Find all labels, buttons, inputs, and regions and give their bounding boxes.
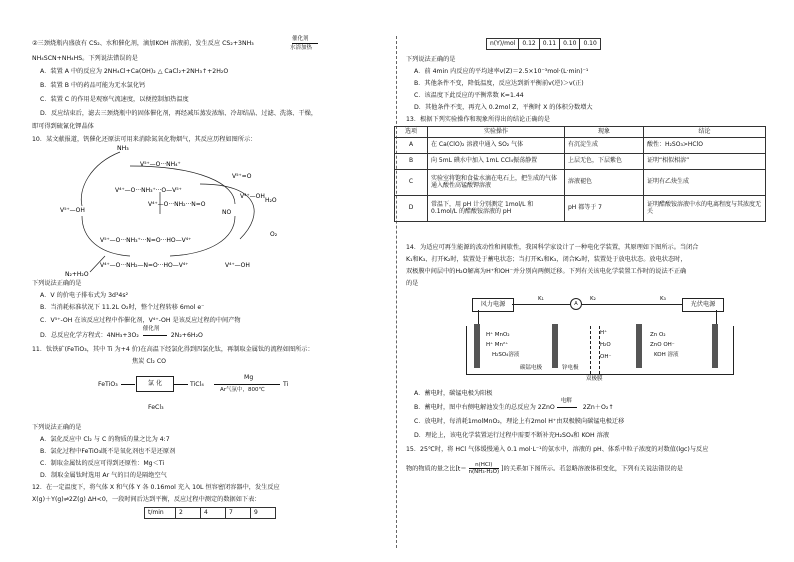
q10-option-d: D．总反应化学方程式：4NH₃+3O₂ 催化剂 2N₂+6H₂O xyxy=(40,326,203,339)
q11-option-a: A．氯化反应中 Cl₂ 与 C 的物质的量之比为 4:7 xyxy=(40,436,170,443)
diag-label-h: V⁴⁺—O···NH₂—N=O···HO—V⁴⁺ xyxy=(100,262,189,269)
diag-label-c: V⁵⁺=O xyxy=(232,173,252,180)
q13-cell: C xyxy=(395,169,428,195)
q12-ny-cell: 0.11 xyxy=(539,39,559,50)
q14-stem-4: 的是 xyxy=(406,280,419,287)
q12-time-cell: 9 xyxy=(251,508,276,519)
zinc-electrode-left xyxy=(552,324,558,368)
q9-option-d-line2: 即可得到硫氰化钾晶体 xyxy=(32,123,94,130)
q9-option-a: A．装置 A 中的反应为 2NH₄Cl+Ca(OH)₂ △ CaCl₂+2NH₃↑+2H₂O xyxy=(40,68,229,75)
q13-cell: 溶液褪色 xyxy=(565,169,644,195)
q9-intro: ②三颈烧瓶内盛放有 CS₂、水和催化剂，滴加KOH 溶液前，发生反应 CS₂+3NH₃ xyxy=(32,40,254,47)
q13-cell: 常温下，用 pH 计分别测定 1mol/L 和 0.1mol/L 的醋酸铵溶液的 pH xyxy=(428,195,565,221)
switch-k2: K₂ xyxy=(590,296,596,302)
diag-label-f: V⁴⁺—OH xyxy=(240,193,265,200)
diag-label-a: V⁵⁺—O···NH₄⁺ xyxy=(140,161,181,168)
switch-k3: K₃ xyxy=(660,296,666,302)
q14-stem-2: K₁和K₃、打开K₂时，装置处于蓄电状态；当打开K₁和K₃，闭合K₂时，装置处于放电状态。放电状态时， xyxy=(406,256,687,263)
right-solution-name: KOH 溶液 xyxy=(654,352,679,358)
q13-cell: 有沉淀生成 xyxy=(565,137,644,153)
top-wire xyxy=(512,304,682,305)
q10-sub: 下列说法正确的是 xyxy=(32,280,82,287)
diag-label-d: V⁵⁺—OH xyxy=(60,207,85,214)
q12-table-time xyxy=(144,507,276,519)
diag-o2: O₂ xyxy=(270,231,278,238)
q13-stem: 13．根据下列实验操作和现象所得出的结论正确的是 xyxy=(406,116,550,123)
q15-stem-2: 物的物质的量之比[t＝ n(HCl) n(NH₃·H₂O) ]的关系如下图所示。若忽略溶液体积变化，下列有关说法错误的是 xyxy=(406,462,683,476)
q13-header: 选项 xyxy=(395,127,428,138)
flow-ticl4: TiCl₄ xyxy=(190,381,204,388)
flow-fecl3: FeCl₃ xyxy=(148,404,164,411)
label-zinc-electrode: 锌电极 xyxy=(562,365,579,371)
q13-cell: 证明“相似相溶” xyxy=(644,153,766,169)
membrane-h2o: H₂O xyxy=(600,342,611,348)
flow-ti: Ti xyxy=(283,381,289,388)
q13-cell: 在 Ca(ClO)₂ 溶液中通入 SO₂ 气体 xyxy=(428,137,565,153)
flow-condition: Ar气氛中，800℃ xyxy=(220,387,265,393)
q9-cond-top: 催化剂 xyxy=(292,36,309,42)
q10-option-a: A．V 的价电子排布式为 3d³4s² xyxy=(40,292,129,299)
diag-n2h2o: N₂+H₂O xyxy=(65,271,89,276)
reaction-mechanism-diagram xyxy=(60,144,300,276)
q13-cell: B xyxy=(395,153,428,169)
q13-header: 结论 xyxy=(644,127,766,138)
left-solution-name: H₂SO₄溶液 xyxy=(492,352,520,358)
wind-power-source: 风力电源 xyxy=(472,298,514,312)
q12-time-cell: 2 xyxy=(176,508,201,519)
flow-arrow-3 xyxy=(214,384,280,385)
q12-ny-cell: 0.12 xyxy=(519,39,539,50)
q14-option-b: B．蓄电时，图中右侧电解池发生的总反应为 2ZnO 电解 2Zn＋O₂↑ xyxy=(414,398,614,411)
q11-option-c: C．制取金属钛的反应可得到还原性：Mg＜Ti xyxy=(40,460,165,467)
q13-cell: 证明有乙炔生成 xyxy=(644,169,766,195)
q12-table-ny xyxy=(486,38,601,50)
q9-option-d-line1: D．反应结束后，滤去三颈烧瓶中的固体催化剂，再经减压蒸发浓缩、冷却结晶、过滤、洗涤、干燥， xyxy=(40,110,318,117)
label-bipolar-membrane: 双极膜 xyxy=(586,376,603,382)
q12-option-c: C．该温度下此反应的平衡常数 K=1.44 xyxy=(414,92,524,99)
q13-cell: A xyxy=(395,137,428,153)
q12-ny-cell: 0.10 xyxy=(580,39,600,50)
membrane-h-plus: H⁺ xyxy=(600,330,608,336)
q9-arrow xyxy=(292,43,318,44)
q11-sub: 下列说法正确的是 xyxy=(32,424,82,431)
right-solution-line2: ZnO OH⁻ xyxy=(650,342,675,348)
flow-reagents: 焦炭 Cl₂ CO xyxy=(132,358,167,365)
q9-option-c: C．装置 C 的作用是观察气流速度，以便控制加热温度 xyxy=(40,96,189,103)
q10-stem: 10．某文献报道，钒催化还原法可用来消除氮氧化物烟气，其反应历程如图所示： xyxy=(32,136,257,143)
q12-time-label: t/min xyxy=(145,508,176,519)
diag-nh3: NH₃ xyxy=(117,145,129,152)
q12-sub: 下列说法正确的是 xyxy=(406,56,456,63)
q12-time-cell: 4 xyxy=(201,508,226,519)
q11-stem: 11．钛铁矿(FeTiO₃，其中 Ti 为+4 价)在高温下经氯化得到四氯化钛，再制取金属钛的流程如图所示： xyxy=(32,346,314,353)
q11-option-b: B．氯化过程中FeTiO₃既不是氧化剂也不是还原剂 xyxy=(40,448,176,455)
diag-label-e: V⁴⁺—O···NH₂···N=O xyxy=(148,201,206,208)
q13-cell: 实验室将饱和食盐水滴在电石上，把生成的气体通入酸性高锰酸钾溶液 xyxy=(428,169,565,195)
right-electrode xyxy=(712,324,718,368)
q9-eq-cont: NH₄SCN+NH₄HS。下列说法错误的是 xyxy=(32,55,138,62)
q10-option-b: B．当消耗标准状况下 11.2L O₂时，整个过程转移 6mol e⁻ xyxy=(40,304,205,311)
q12-stem-2: X(g)＋Y(g)⇌2Z(g) ΔH<0，一段时间后达到平衡，反应过程中测定的数据如下表： xyxy=(32,496,261,503)
flow-fetio3: FeTiO₃ xyxy=(98,381,118,388)
column-divider xyxy=(396,36,397,548)
q12-ny-label: n(Y)/mol xyxy=(487,39,519,50)
q13-header: 实验操作 xyxy=(428,127,565,138)
flow-arrow-1 xyxy=(121,384,135,385)
label-carbon-manganese: 碳锰电极 xyxy=(520,365,543,371)
q13-cell: 向 5mL 碘水中加入 1mL CCl₄振荡静置 xyxy=(428,153,565,169)
zinc-electrode-right xyxy=(636,324,642,368)
q12-stem-1: 12．在一定温度下，将气体 X 和气体 Y 各 0.16mol 充入 10L 恒容密闭容器中，发生反应 xyxy=(32,484,280,491)
q13-cell: D xyxy=(395,195,428,221)
q14-stem-1: 14．为适应可再生能源的波动性和间歇性，我国科学家设计了一种电化学装置，其原理如下图所示。当闭合 xyxy=(406,244,699,251)
q14-option-a: A．蓄电时，碳锰电极为阳极 xyxy=(414,390,493,397)
left-solution-line1: H⁺ MnO₂ xyxy=(486,332,510,338)
q13-cell: 上层无色，下层紫色 xyxy=(565,153,644,169)
q12-time-cell: 7 xyxy=(226,508,251,519)
diag-label-g: V⁵⁺—O···NH₃⁺···N=O···HO—V⁴⁺ xyxy=(100,237,192,244)
left-solution-line2: H⁺ Mn²⁺ xyxy=(486,342,509,348)
q14-stem-3: 双极膜中间层中的H₂O解离为H⁺和OH⁻并分别向两侧迁移。下列有关该电化学装置工作时的说法不正确 xyxy=(406,268,687,275)
bipolar-membrane xyxy=(590,326,600,374)
carbon-manganese-electrode xyxy=(474,324,480,368)
diag-no: NO xyxy=(222,209,232,216)
q13-cell: pH 都等于 7 xyxy=(565,195,644,221)
flow-chlorination-box: 氯 化 xyxy=(136,376,174,392)
membrane-oh-minus: OH⁻ xyxy=(600,354,612,360)
ammeter-icon: A xyxy=(570,298,582,310)
q14-option-d: D．理论上，该电化学装置运行过程中需要不断补充H₂SO₄和 KOH 溶液 xyxy=(414,432,610,439)
q12-option-b: B．其他条件不变，降低温度，反应达到新平衡前v(逆)＞v(正) xyxy=(414,80,584,87)
q12-option-d: D．其他条件不变，再充入 0.2mol Z，平衡时 X 的体积分数增大 xyxy=(414,104,593,111)
q12-ny-cell: 0.10 xyxy=(560,39,580,50)
q9-cond-bottom: 水浴加热 xyxy=(290,45,313,51)
diag-label-b: V⁴⁺—O···NH₃⁺···O—V⁵⁺ xyxy=(115,187,182,194)
flow-mg: Mg xyxy=(244,374,254,381)
switch-k1: K₁ xyxy=(538,296,544,302)
diag-h2o: H₂O xyxy=(265,197,277,204)
solar-power-source: 光伏电源 xyxy=(682,298,724,312)
q15-stem-1: 15．25℃时，将 HCl 气体缓慢通入 0.1 mol·L⁻¹的氨水中，溶液的 pH、体系中粒子浓度的对数值(lgc)与反应 xyxy=(406,446,709,453)
q13-header: 现象 xyxy=(565,127,644,138)
q10-option-c: C．V⁵⁺-OH 在该反应过程中作催化剂，V⁴⁺-OH 是该反应过程的中间产物 xyxy=(40,317,241,324)
q13-table xyxy=(394,126,766,222)
flow-arrow-2 xyxy=(174,384,188,385)
q14-option-c: C．放电时，每消耗1molMnO₂，理论上有2mol H⁺由双极膜向碳锰电极迁移 xyxy=(414,418,625,425)
q13-cell: 酸性：H₂SO₃>HClO xyxy=(644,137,766,153)
q13-cell: 证明醋酸铵溶液中水的电离程度与其浓度无关 xyxy=(644,195,766,221)
diag-label-i: V⁴⁺—OH xyxy=(225,262,250,269)
q11-option-d: D．制取金属钛时选用 Ar 气的目的是隔绝空气 xyxy=(40,472,167,479)
q9-option-b: B．装置 B 中的药品可能为无水氯化钙 xyxy=(40,82,146,89)
q12-option-a: A．前 4min 内反应的平均速率v(Z)＝2.5×10⁻³mol·(L·min)⁻¹ xyxy=(414,68,589,75)
right-solution-line1: Zn O₂ xyxy=(650,332,666,338)
